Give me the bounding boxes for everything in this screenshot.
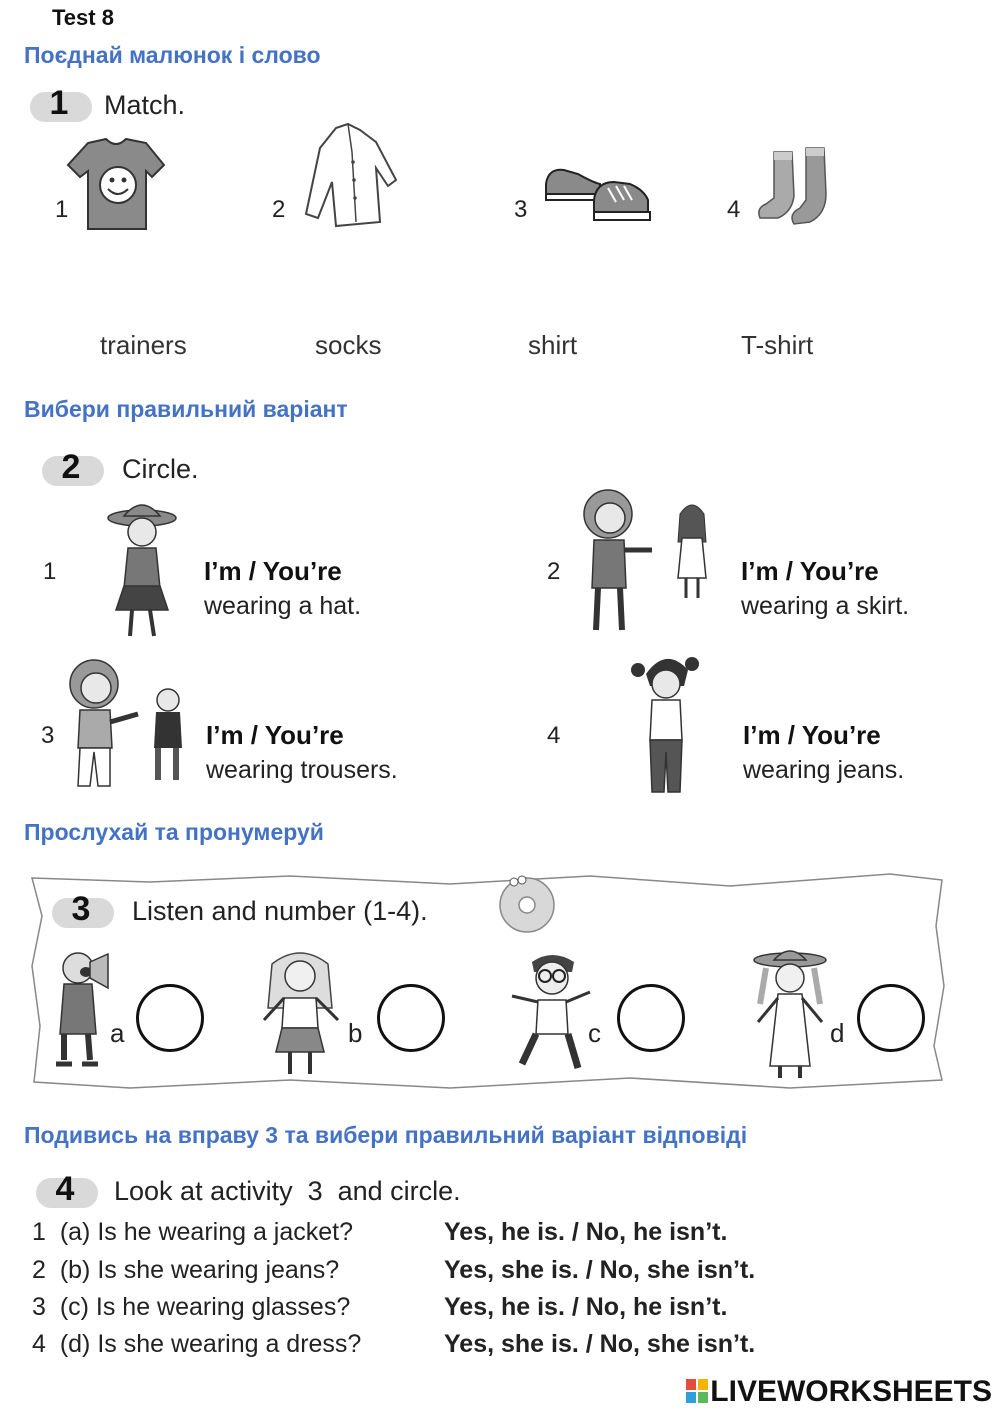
question-row [32,1256,756,1285]
boy-shouting-icon [50,948,114,1078]
section2-instruction: Circle. [122,454,199,484]
word-option[interactable]: trainers [100,330,187,360]
picture-number: 3 [514,196,528,223]
option-letter: d [830,1018,845,1048]
section1-heading: Поєднай малюнок і слово [24,42,321,68]
sentence-text: wearing a skirt. [741,592,910,620]
choice-text[interactable]: I’m / You’re [206,720,344,750]
item-number: 3 [41,722,55,749]
section3-heading: Прослухай та пронумеруй [24,819,324,845]
shirt-icon [296,122,406,232]
question-row [32,1330,756,1359]
answer-choice[interactable]: Yes, she is. / No, she isn’t. [444,1256,756,1284]
word-option[interactable]: shirt [528,330,578,360]
trainers-icon [542,160,652,226]
question-text: (c) Is he wearing glasses? [59,1293,351,1321]
answer-choice[interactable]: Yes, he is. / No, he isn’t. [444,1218,728,1246]
section4-heading: Подивись на вправу 3 та вибери правильний варіант відповіді [24,1122,748,1148]
choice-text[interactable]: I’m / You’re [204,556,342,586]
answer-circle-c[interactable] [617,984,685,1052]
question-row [32,1293,728,1322]
section1-badge [30,84,92,124]
section2-badge [42,448,104,488]
test-title: Test 8 [52,5,114,30]
boy-with-glasses-icon [508,952,594,1080]
picture-number: 2 [272,196,286,223]
question-row [32,1218,728,1247]
woman-and-girl-icon [574,486,734,634]
option-letter: a [110,1018,125,1048]
question-number: 2 [32,1256,46,1284]
socks-icon [756,146,848,228]
answer-circle-b[interactable] [377,984,445,1052]
question-text: (b) Is she wearing jeans? [59,1256,340,1284]
item-number: 2 [547,558,561,585]
question-number: 4 [32,1330,46,1358]
answer-choice[interactable]: Yes, he is. / No, he isn’t. [444,1293,728,1321]
question-text: (a) Is he wearing a jacket? [59,1218,354,1246]
tshirt-icon [66,135,166,235]
section2-heading: Вибери правильний варіант [24,396,348,422]
girl-blonde-icon [256,948,344,1080]
liveworksheets-logo[interactable] [686,1375,992,1409]
picture-number: 1 [55,196,69,223]
girl-with-hat-icon [104,498,180,644]
item-number: 4 [547,722,561,749]
section3-badge [52,890,114,930]
question-number: 3 [32,1293,46,1321]
answer-circle-a[interactable] [136,984,204,1052]
question-text: (d) Is she wearing a dress? [59,1330,362,1358]
badge-number: 4 [55,1170,75,1208]
choice-text[interactable]: I’m / You’re [743,720,881,750]
section4-instruction: Look at activity 3 and circle. [114,1176,461,1206]
badge-number: 3 [71,890,91,928]
word-option[interactable]: T-shirt [741,330,814,360]
section3-instruction: Listen and number (1-4). [132,896,428,926]
option-letter: c [588,1018,601,1048]
badge-number: 1 [49,84,69,122]
question-number: 1 [32,1218,46,1246]
logo-mark-icon [686,1379,708,1403]
option-letter: b [348,1018,363,1048]
cd-icon [496,872,558,934]
answer-choice[interactable]: Yes, she is. / No, she isn’t. [444,1330,756,1358]
answer-circle-d[interactable] [857,984,925,1052]
section1-instruction: Match. [104,90,186,120]
badge-number: 2 [61,448,81,486]
sentence-text: wearing trousers. [206,756,398,784]
word-option[interactable]: socks [315,330,382,360]
sentence-text: wearing a hat. [204,592,362,620]
picture-number: 4 [727,196,741,223]
girl-in-jeans-icon [628,652,704,796]
item-number: 1 [43,558,57,585]
sentence-text: wearing jeans. [743,756,905,784]
choice-text[interactable]: I’m / You’re [741,556,879,586]
section4-badge [36,1170,98,1210]
woman-and-boy-icon [58,656,194,792]
logo-text: LIVEWORKSHEETS [710,1375,992,1408]
girl-in-dress-icon [748,948,832,1082]
